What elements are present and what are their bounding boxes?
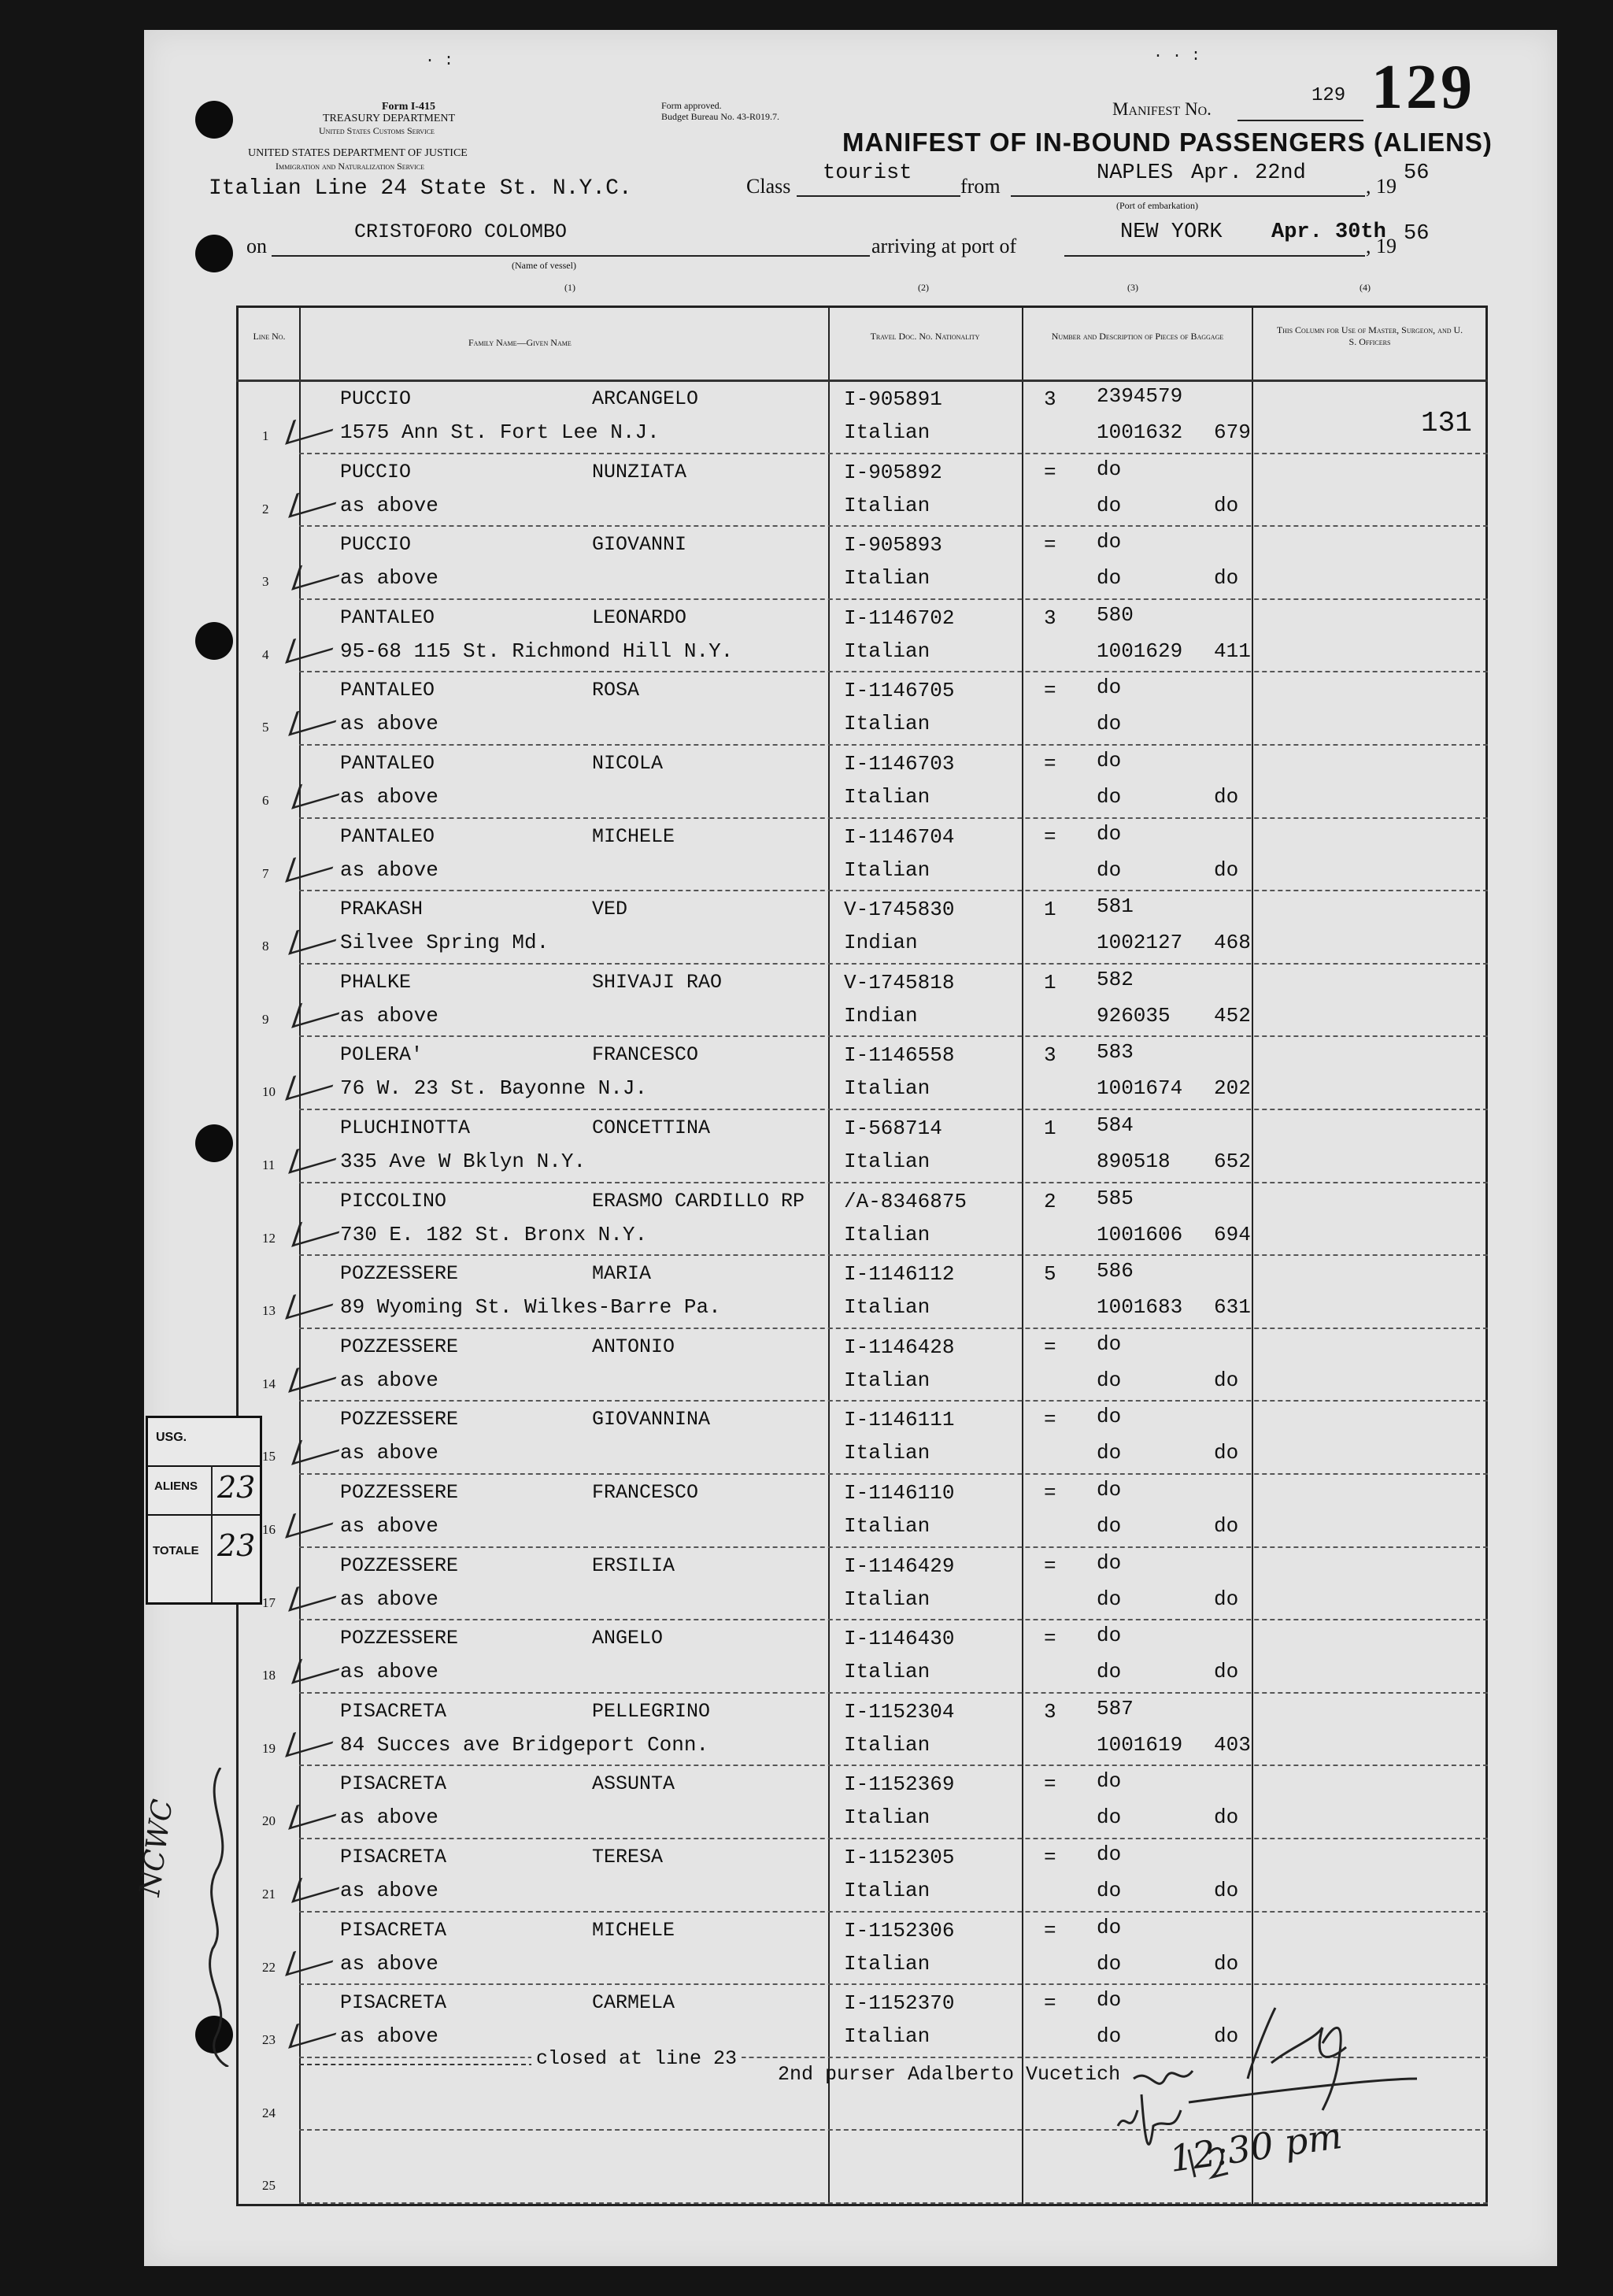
baggage-tag-1: do (1097, 1478, 1122, 1502)
baggage-tag-3: do (1214, 1514, 1239, 1538)
dept-ins: Immigration and Naturalization Service (276, 161, 425, 172)
family-name: POZZESSERE (340, 1481, 459, 1504)
family-name: POZZESSERE (340, 1262, 459, 1286)
given-name: SHIVAJI RAO (592, 970, 723, 994)
travel-doc-number: I-1152304 (844, 1699, 955, 1724)
travel-doc-number: I-1146430 (844, 1627, 955, 1651)
family-name: POZZESSERE (340, 1335, 459, 1358)
family-name: PLUCHINOTTA (340, 1117, 471, 1139)
given-name: GIOVANNI (592, 533, 687, 557)
margin-note: NCWC (134, 1797, 179, 1898)
address: as above (340, 785, 438, 809)
address: as above (340, 712, 438, 736)
nationality: Italian (844, 1222, 930, 1246)
given-name: ANGELO (592, 1627, 664, 1650)
baggage-tag-2: do (1097, 1514, 1122, 1538)
family-name: PISACRETA (340, 1699, 447, 1723)
nationality: Italian (844, 566, 930, 591)
family-name: POZZESSERE (340, 1554, 459, 1577)
class-label: Class (746, 175, 791, 198)
given-name: ROSA (592, 679, 640, 702)
baggage-tag-1: do (1097, 1915, 1122, 1939)
baggage-tag-2: do (1097, 1441, 1122, 1465)
travel-doc-number: I-1152305 (844, 1846, 955, 1869)
baggage-tag-1: do (1097, 1331, 1122, 1356)
given-name: CONCETTINA (592, 1117, 711, 1139)
travel-doc-number: I-1146111 (844, 1408, 955, 1432)
form-approved: Form approved. (661, 100, 722, 111)
baggage-tag-1: do (1097, 1842, 1122, 1866)
baggage-tag-1: do (1097, 530, 1122, 554)
line-number: 5 (262, 720, 269, 735)
travel-doc-number: V-1745818 (844, 970, 955, 994)
address: as above (340, 493, 438, 517)
col-num-3: (3) (1127, 282, 1138, 293)
address: 89 Wyoming St. Wilkes-Barre Pa. (340, 1295, 721, 1320)
family-name: PISACRETA (340, 1918, 447, 1942)
baggage-pieces: 3 (1044, 605, 1056, 630)
nationality: Italian (844, 1732, 930, 1757)
arrival-port: NEW YORK (1120, 220, 1223, 244)
line-number: 25 (262, 2178, 276, 2194)
baggage-pieces: = (1044, 1408, 1056, 1432)
baggage-tag-3: do (1214, 2024, 1239, 2049)
punch-hole (195, 1124, 233, 1162)
arriving-label: arriving at port of (871, 235, 1017, 257)
baggage-tag-2: do (1097, 1805, 1122, 1830)
tally-total-label: TOTALE (153, 1544, 199, 1557)
baggage-tag-2: 1001629 (1097, 639, 1183, 663)
baggage-pieces: 1 (1044, 970, 1056, 994)
tally-aliens-label: ALIENS (154, 1479, 198, 1493)
nationality: Italian (844, 1368, 930, 1392)
travel-doc-number: /A-8346875 (844, 1189, 967, 1213)
line-number: 23 (262, 2032, 276, 2048)
baggage-tag-2: do (1097, 493, 1122, 517)
punch-hole (195, 101, 233, 139)
given-name: MICHELE (592, 824, 675, 848)
from-port: NAPLES (1097, 161, 1174, 185)
nationality: Italian (844, 1879, 930, 1902)
baggage-pieces: = (1044, 1918, 1056, 1942)
address: as above (340, 1951, 438, 1976)
baggage-pieces: 3 (1044, 1043, 1056, 1068)
baggage-pieces: = (1044, 1991, 1056, 2016)
punch-hole (195, 235, 233, 272)
col-header-baggage: Number and Description of Pieces of Baggage (1051, 331, 1224, 342)
address: as above (340, 1660, 438, 1684)
address: as above (340, 1368, 438, 1392)
baggage-tag-1: do (1097, 457, 1122, 481)
given-name: MARIA (592, 1262, 652, 1286)
nationality: Italian (844, 857, 930, 882)
line-number: 10 (262, 1084, 276, 1100)
baggage-tag-3: 468 (1214, 931, 1251, 955)
line-number: 22 (262, 1959, 276, 1975)
col-num-1: (1) (564, 282, 575, 293)
nationality: Italian (844, 2024, 930, 2049)
margin-bracket (197, 1768, 244, 2067)
address: as above (340, 2024, 438, 2049)
address: Silvee Spring Md. (340, 931, 549, 955)
departure-date: Apr. 22nd (1191, 161, 1306, 185)
baggage-pieces: = (1044, 1846, 1056, 1869)
family-name: PANTALEO (340, 605, 435, 629)
baggage-pieces: 1 (1044, 1117, 1056, 1140)
baggage-pieces: = (1044, 1772, 1056, 1797)
family-name: PUCCIO (340, 533, 412, 557)
line-number: 1 (262, 428, 269, 443)
baggage-tag-1: do (1097, 1550, 1122, 1575)
nationality: Italian (844, 1587, 930, 1611)
travel-doc-number: I-1146428 (844, 1335, 955, 1359)
col-header-line-no: Line No. (253, 331, 286, 342)
baggage-pieces: 3 (1044, 387, 1056, 411)
baggage-pieces: = (1044, 752, 1056, 776)
line-number: 14 (262, 1376, 276, 1391)
manifest-no-label: Manifest No. (1112, 99, 1212, 119)
baggage-tag-2: do (1097, 857, 1122, 882)
family-name: POZZESSERE (340, 1627, 459, 1650)
given-name: NICOLA (592, 752, 664, 775)
travel-doc-number: I-1152306 (844, 1918, 955, 1942)
line-number: 2 (262, 501, 269, 517)
address: as above (340, 1003, 438, 1028)
line-number: 11 (262, 1157, 276, 1172)
address: as above (340, 1587, 438, 1611)
baggage-tag-1: 2394579 (1097, 384, 1183, 408)
travel-doc-number: I-1146702 (844, 605, 955, 630)
address: as above (340, 1514, 438, 1538)
family-name: PANTALEO (340, 824, 435, 848)
line-number: 12 (262, 1230, 276, 1246)
line-number: 9 (262, 1011, 269, 1027)
officer-note: 131 (1421, 407, 1472, 439)
baggage-tag-2: do (1097, 566, 1122, 591)
dept-justice: UNITED STATES DEPARTMENT OF JUSTICE (248, 147, 468, 159)
given-name: CARMELA (592, 1991, 675, 2015)
tally-aliens-value: 23 (217, 1470, 256, 1505)
document-title: MANIFEST OF IN-BOUND PASSENGERS (ALIENS) (842, 128, 1493, 157)
baggage-tag-3: 631 (1214, 1295, 1251, 1320)
travel-doc-number: V-1745830 (844, 898, 955, 922)
nationality: Italian (844, 493, 930, 517)
baggage-tag-2: do (1097, 785, 1122, 809)
baggage-pieces: 5 (1044, 1262, 1056, 1287)
baggage-tag-2: do (1097, 712, 1122, 736)
family-name: POZZESSERE (340, 1408, 459, 1431)
travel-doc-number: I-1146704 (844, 824, 955, 849)
baggage-pieces: = (1044, 1627, 1056, 1651)
baggage-tag-3: do (1214, 1660, 1239, 1684)
baggage-tag-3: do (1214, 1587, 1239, 1611)
baggage-pieces: = (1044, 533, 1056, 557)
given-name: ARCANGELO (592, 387, 699, 410)
line-number: 16 (262, 1522, 276, 1537)
travel-doc-number: I-1146112 (844, 1262, 955, 1287)
dept-customs: United States Customs Service (319, 125, 435, 136)
address: as above (340, 857, 438, 882)
address: 95-68 115 St. Richmond Hill N.Y. (340, 639, 734, 663)
baggage-tag-3: do (1214, 1805, 1239, 1830)
closed-at-line: closed at line 23 (531, 2047, 742, 2070)
given-name: LEONARDO (592, 605, 687, 629)
nationality: Italian (844, 1295, 930, 1320)
given-name: PELLEGRINO (592, 1699, 711, 1723)
baggage-pieces: = (1044, 679, 1056, 703)
travel-doc-number: I-1152370 (844, 1991, 955, 2016)
family-name: PANTALEO (340, 752, 435, 775)
address: as above (340, 1879, 438, 1902)
given-name: GIOVANNINA (592, 1408, 711, 1431)
nationality: Indian (844, 1003, 918, 1028)
punch-hole (195, 622, 233, 660)
baggage-tag-1: do (1097, 1769, 1122, 1794)
baggage-tag-3: 679 (1214, 420, 1251, 444)
given-name: NUNZIATA (592, 460, 687, 483)
given-name: ERSILIA (592, 1554, 675, 1577)
family-name: POLERA' (340, 1043, 424, 1067)
col-num-2: (2) (918, 282, 929, 293)
from-label: from (960, 175, 1001, 198)
col-header-name: Family Name—Given Name (468, 337, 572, 348)
nationality: Italian (844, 712, 930, 736)
manifest-no-typed: 129 (1311, 85, 1346, 106)
line-number: 17 (262, 1594, 276, 1610)
baggage-tag-1: 583 (1097, 1040, 1134, 1065)
travel-doc-number: I-1146705 (844, 679, 955, 703)
baggage-tag-3: 411 (1214, 639, 1251, 663)
baggage-tag-1: do (1097, 821, 1122, 846)
line-number: 21 (262, 1887, 276, 1902)
baggage-tag-2: do (1097, 1587, 1122, 1611)
year-2: 56 (1404, 222, 1430, 246)
baggage-tag-2: 1001632 (1097, 420, 1183, 444)
baggage-tag-3: 652 (1214, 1150, 1251, 1173)
given-name: MICHELE (592, 1918, 675, 1942)
travel-doc-number: I-1146558 (844, 1043, 955, 1068)
baggage-tag-2: 1001674 (1097, 1076, 1183, 1101)
line-number: 15 (262, 1449, 276, 1465)
baggage-tag-1: do (1097, 1405, 1122, 1429)
address: 1575 Ann St. Fort Lee N.J. (340, 420, 660, 444)
given-name: FRANCESCO (592, 1043, 699, 1067)
baggage-tag-3: 202 (1214, 1076, 1251, 1101)
form-number: Form I-415 (382, 101, 436, 113)
line-number: 7 (262, 865, 269, 881)
handwritten-time: 12:30 pm (1167, 2113, 1345, 2181)
vessel-caption: (Name of vessel) (512, 260, 576, 271)
nationality: Italian (844, 639, 930, 663)
baggage-tag-2: 1001619 (1097, 1732, 1183, 1757)
baggage-tag-1: 584 (1097, 1113, 1134, 1137)
address: as above (340, 1805, 438, 1830)
baggage-pieces: = (1044, 460, 1056, 484)
purser-signature: 2nd purser Adalberto Vucetich (778, 2063, 1121, 2086)
nationality: Italian (844, 1076, 930, 1101)
address: as above (340, 566, 438, 591)
on-label: on (246, 235, 267, 257)
dept-treasury: TREASURY DEPARTMENT (323, 113, 456, 124)
baggage-tag-2: 1001683 (1097, 1295, 1183, 1320)
family-name: PRAKASH (340, 898, 424, 921)
given-name: VED (592, 898, 628, 921)
baggage-pieces: 1 (1044, 898, 1056, 922)
line-number: 18 (262, 1668, 276, 1683)
family-name: PISACRETA (340, 1846, 447, 1868)
nationality: Italian (844, 1441, 930, 1465)
line-number: 19 (262, 1740, 276, 1756)
baggage-tag-2: do (1097, 1951, 1122, 1976)
line-number: 8 (262, 939, 269, 954)
baggage-pieces: = (1044, 1481, 1056, 1505)
given-name: FRANCESCO (592, 1481, 699, 1504)
travel-doc-number: I-1146429 (844, 1554, 955, 1578)
baggage-tag-1: 586 (1097, 1259, 1134, 1283)
baggage-tag-2: 926035 (1097, 1003, 1171, 1028)
baggage-tag-2: 1002127 (1097, 931, 1183, 955)
year-prefix-2: , 19 (1366, 235, 1397, 257)
baggage-tag-3: 694 (1214, 1222, 1251, 1246)
inspector-signature (1086, 1992, 1448, 2228)
family-name: PISACRETA (340, 1991, 447, 2015)
baggage-tag-1: 587 (1097, 1696, 1134, 1720)
address: 730 E. 182 St. Bronx N.Y. (340, 1222, 648, 1246)
baggage-tag-2: 1001606 (1097, 1222, 1183, 1246)
arrival-date: Apr. 30th (1271, 220, 1386, 244)
baggage-tag-1: do (1097, 1988, 1122, 2013)
travel-doc-number: I-568714 (844, 1117, 942, 1140)
nationality: Italian (844, 1805, 930, 1830)
baggage-tag-3: 403 (1214, 1732, 1251, 1757)
baggage-tag-3: do (1214, 1951, 1239, 1976)
address: 76 W. 23 St. Bayonne N.J. (340, 1076, 648, 1101)
baggage-tag-2: do (1097, 1368, 1122, 1392)
address: 84 Succes ave Bridgeport Conn. (340, 1732, 709, 1757)
baggage-tag-3: do (1214, 857, 1239, 882)
baggage-tag-2: 890518 (1097, 1150, 1171, 1173)
baggage-tag-2: do (1097, 1879, 1122, 1902)
year-1: 56 (1404, 161, 1430, 185)
travel-doc-number: I-1152369 (844, 1772, 955, 1797)
baggage-pieces: = (1044, 1335, 1056, 1359)
baggage-tag-1: do (1097, 676, 1122, 700)
nationality: Italian (844, 1660, 930, 1684)
family-name: PISACRETA (340, 1772, 447, 1796)
nationality: Italian (844, 420, 930, 444)
given-name: ASSUNTA (592, 1772, 675, 1796)
nationality: Indian (844, 931, 918, 955)
baggage-tag-1: 581 (1097, 894, 1134, 919)
port-embarkation-caption: (Port of embarkation) (1116, 200, 1198, 211)
tally-total-value: 23 (217, 1528, 256, 1563)
line-number: 13 (262, 1303, 276, 1319)
baggage-tag-1: do (1097, 1624, 1122, 1648)
baggage-tag-1: 582 (1097, 967, 1134, 991)
baggage-tag-3: do (1214, 566, 1239, 591)
travel-doc-number: I-905893 (844, 533, 942, 557)
family-name: PUCCIO (340, 460, 412, 483)
family-name: PANTALEO (340, 679, 435, 702)
baggage-pieces: 2 (1044, 1189, 1056, 1213)
baggage-tag-2: do (1097, 1660, 1122, 1684)
baggage-pieces: = (1044, 824, 1056, 849)
manifest-stamp-number: 129 (1371, 53, 1475, 122)
shipping-line: Italian Line 24 State St. N.Y.C. (209, 176, 632, 201)
travel-doc-number: I-1146110 (844, 1481, 955, 1505)
nationality: Italian (844, 1514, 930, 1538)
given-name: TERESA (592, 1846, 664, 1868)
given-name: ERASMO CARDILLO RP (592, 1189, 805, 1213)
line-number: 20 (262, 1813, 276, 1829)
family-name: PUCCIO (340, 387, 412, 410)
baggage-tag-1: 585 (1097, 1186, 1134, 1210)
family-name: PICCOLINO (340, 1189, 447, 1213)
nationality: Italian (844, 1951, 930, 1976)
travel-doc-number: I-1146703 (844, 752, 955, 776)
family-name: PHALKE (340, 970, 412, 994)
budget-number: Budget Bureau No. 43-R019.7. (661, 111, 779, 122)
baggage-tag-3: do (1214, 1368, 1239, 1392)
col-header-officers: This Column for Use of Master, Surgeon, and U. S. Officers (1276, 324, 1463, 347)
nationality: Italian (844, 785, 930, 809)
baggage-tag-3: 452 (1214, 1003, 1251, 1028)
baggage-tag-2: do (1097, 2024, 1122, 2049)
tally-stamp (146, 1416, 262, 1605)
baggage-pieces: 3 (1044, 1699, 1056, 1724)
line-number: 6 (262, 793, 269, 808)
address: 335 Ave W Bklyn N.Y. (340, 1150, 586, 1173)
col-num-4: (4) (1360, 282, 1371, 293)
baggage-tag-3: do (1214, 1879, 1239, 1902)
line-number: 4 (262, 646, 269, 662)
col-header-travel-doc: Travel Doc. No. Nationality (870, 331, 980, 342)
line-number: 3 (262, 574, 269, 590)
travel-doc-number: I-905891 (844, 387, 942, 411)
vessel-name: CRISTOFORO COLOMBO (354, 220, 568, 243)
baggage-tag-1: do (1097, 749, 1122, 772)
baggage-tag-3: do (1214, 493, 1239, 517)
baggage-tag-3: do (1214, 785, 1239, 809)
address: as above (340, 1441, 438, 1465)
given-name: ANTONIO (592, 1335, 675, 1358)
baggage-tag-1: 580 (1097, 602, 1134, 627)
baggage-tag-3: do (1214, 1441, 1239, 1465)
nationality: Italian (844, 1150, 930, 1173)
year-prefix-1: , 19 (1366, 175, 1397, 198)
travel-doc-number: I-905892 (844, 460, 942, 484)
baggage-pieces: = (1044, 1554, 1056, 1578)
line-number: 24 (262, 2105, 276, 2120)
class-value: tourist (823, 161, 912, 185)
tally-usg-label: USG. (156, 1431, 187, 1444)
